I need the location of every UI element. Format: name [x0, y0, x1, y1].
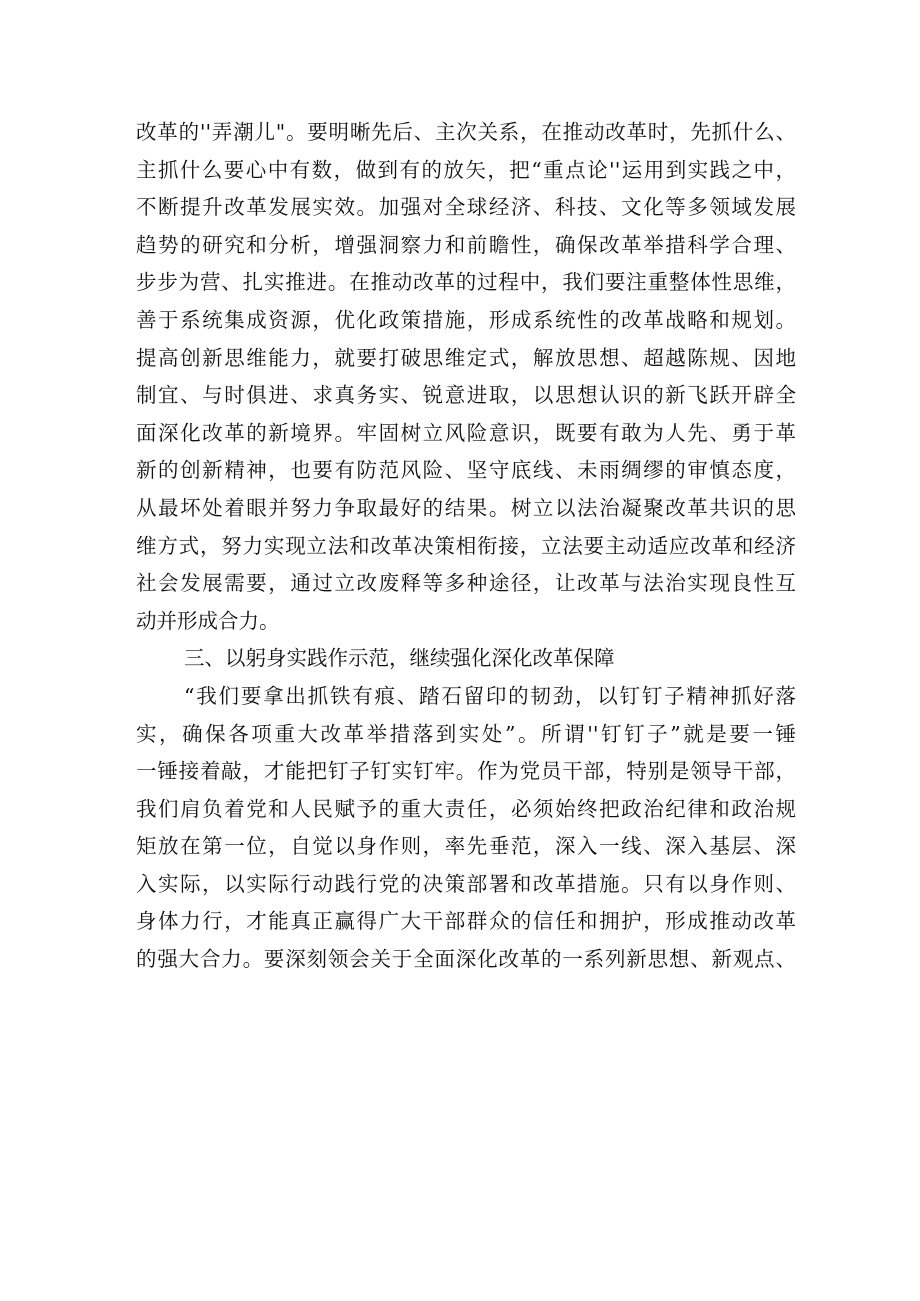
text-line: 动并形成合力。: [136, 608, 280, 633]
text-line: 提高创新思维能力，就要打破思维定式，解放思想、超越陈规、因地: [136, 345, 796, 370]
text-line: 实，确保各项重大改革举措落到实处”。所谓''钉钉子”就是要一锤: [136, 721, 796, 746]
text-line: 从最坏处着眼并努力争取最好的结果。树立以法治凝聚改革共识的思: [136, 495, 796, 520]
text-line: 身体力行，才能真正赢得广大干部群众的信任和拥护，形成推动改革: [136, 909, 796, 934]
text-line: 一锤接着敲，才能把钉子钉实钉牢。作为党员干部，特别是领导干部，: [136, 759, 796, 784]
section-heading: 三、以躬身实践作示范，继续强化深化改革保障: [184, 646, 615, 671]
text-line: 步步为营、扎实推进。在推动改革的过程中，我们要注重整体性思维，: [136, 270, 796, 295]
text-line: 维方式，努力实现立法和改革决策相衔接，立法要主动适应改革和经济: [136, 533, 796, 558]
text-line: 社会发展需要，通过立改废释等多种途径，让改革与法治实现良性互: [136, 571, 796, 596]
text-line: 善于系统集成资源，优化政策措施，形成系统性的改革战略和规划。: [136, 307, 796, 332]
text-line: 改革的''弄潮儿"。要明晰先后、主次关系，在推动改革时，先抓什么、: [136, 120, 796, 144]
text-line: 制宜、与时俱进、求真务实、锐意进取，以思想认识的新飞跃开辟全: [136, 383, 796, 408]
text-line: 入实际，以实际行动践行党的决策部署和改革措施。只有以身作则、: [136, 871, 796, 896]
text-line: 新的创新精神，也要有防范风险、坚守底线、未雨绸缪的审慎态度，: [136, 458, 796, 483]
text-line: 我们肩负着党和人民赋予的重大责任，必须始终把政治纪律和政治规: [136, 796, 796, 821]
text-line: 的强大合力。要深刻领会关于全面深化改革的一系列新思想、新观点、: [136, 947, 796, 972]
text-line: 趋势的研究和分析，增强洞察力和前瞻性，确保改革举措科学合理、: [136, 232, 796, 257]
text-line: 矩放在第一位，自觉以身作则，率先垂范，深入一线、深入基层、深: [136, 834, 796, 859]
text-line: 不断提升改革发展实效。加强对全球经济、科技、文化等多领域发展: [136, 195, 796, 220]
paragraph-first-line: “我们要拿出抓铁有痕、踏石留印的韧劲，以钉钉子精神抓好落: [184, 683, 796, 708]
text-line: 主抓什么要心中有数，做到有的放矢，把“重点论''运用到实践之中，: [136, 157, 796, 182]
body-text: [136, 114, 796, 979]
text-line: 面深化改革的新境界。牢固树立风险意识，既要有敢为人先、勇于革: [136, 420, 796, 445]
